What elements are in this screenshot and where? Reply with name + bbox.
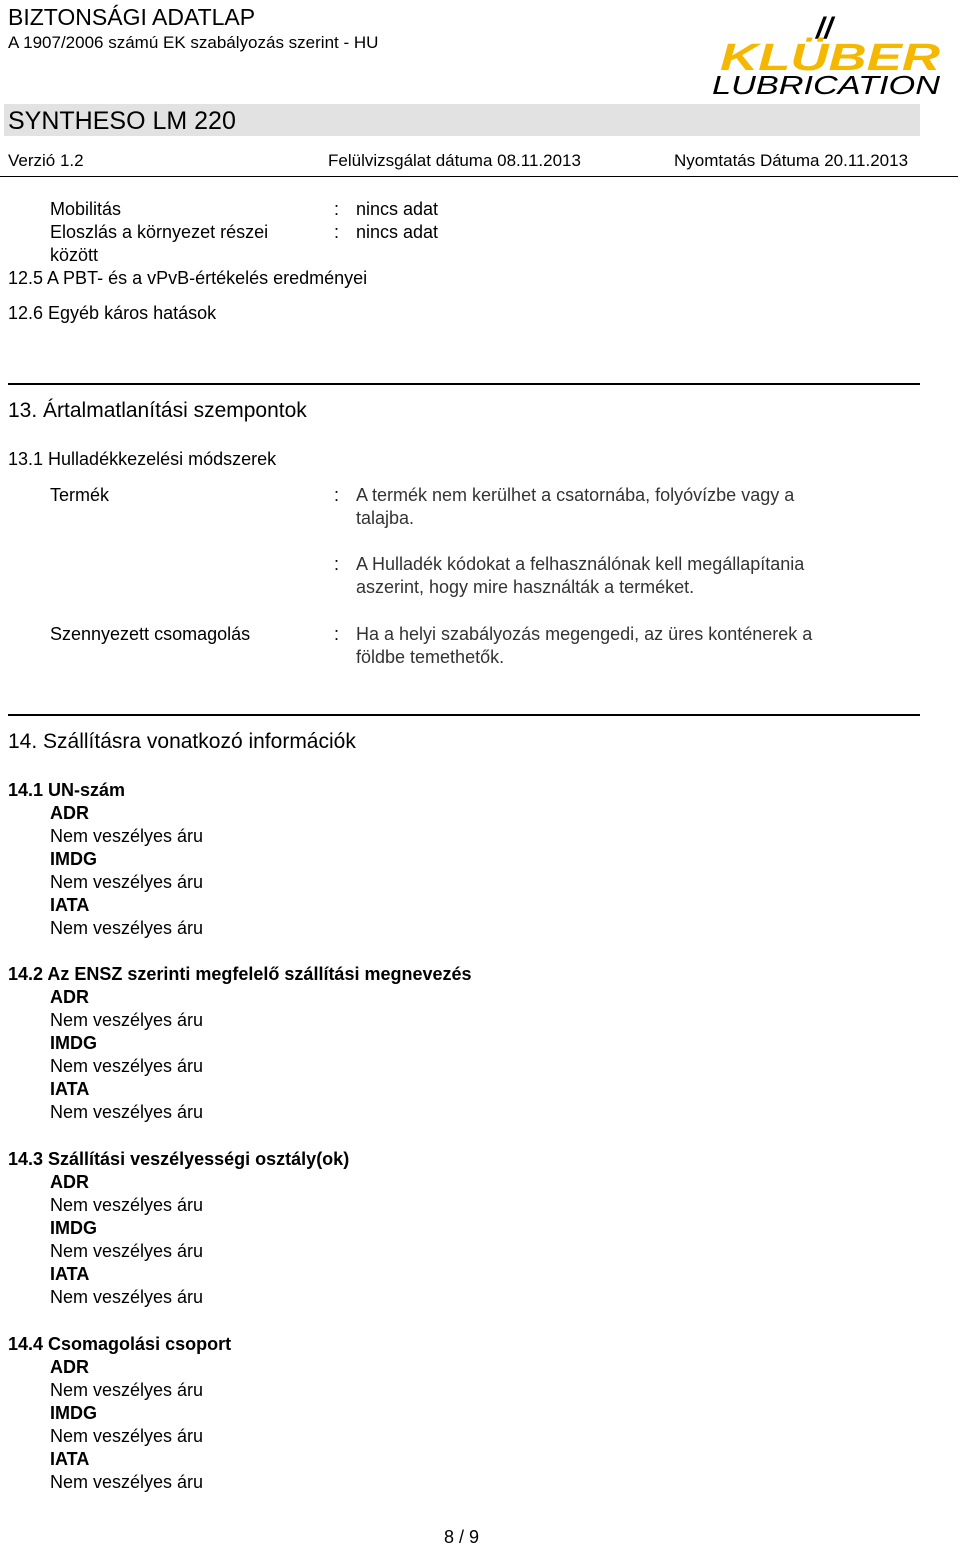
adr-value: Nem veszélyes áru <box>50 1380 204 1400</box>
product-separator: : <box>334 485 340 505</box>
header-divider <box>0 176 958 177</box>
mobility-separator: : <box>334 199 340 219</box>
distribution-label-line1: Eloszlás a környezet részei <box>50 222 269 242</box>
imdg-label: IMDG <box>50 1033 97 1053</box>
iata-label: IATA <box>50 895 90 915</box>
mobility-value: nincs adat <box>356 199 439 219</box>
pbt-heading: 12.5 A PBT- és a vPvB-értékelés eredményei <box>8 268 368 288</box>
product-text-line1: A termék nem kerülhet a csatornába, folyóvízbe vagy a <box>356 485 795 505</box>
waste-code-separator: : <box>334 554 340 574</box>
logo-brand: KLÜBER <box>720 37 879 79</box>
product-label: Termék <box>50 485 110 505</box>
iata-value: Nem veszélyes áru <box>50 1287 204 1307</box>
product-text-line2: talajba. <box>356 508 415 528</box>
logo-sub: LUBRICATION <box>712 70 941 100</box>
iata-value: Nem veszélyes áru <box>50 918 204 938</box>
iata-label: IATA <box>50 1449 90 1469</box>
adr-label: ADR <box>50 987 89 1007</box>
adr-label: ADR <box>50 1172 89 1192</box>
kluber-lubrication-logo <box>708 8 948 100</box>
transport-group-heading: 14.1 UN-szám <box>8 780 126 800</box>
imdg-label: IMDG <box>50 849 97 869</box>
iata-label: IATA <box>50 1264 90 1284</box>
mobility-label: Mobilitás <box>50 199 122 219</box>
distribution-label-line2: között <box>50 245 99 265</box>
imdg-value: Nem veszélyes áru <box>50 1241 204 1261</box>
packaging-text-line1: Ha a helyi szabályozás megengedi, az üres konténerek a <box>356 624 813 644</box>
document-subtitle: A 1907/2006 számú EK szabályozás szerint - HU <box>8 33 379 52</box>
section-13-title: 13. Ártalmatlanítási szempontok <box>8 399 307 422</box>
transport-group-heading: 14.3 Szállítási veszélyességi osztály(ok) <box>8 1149 350 1169</box>
packaging-label: Szennyezett csomagolás <box>50 624 251 644</box>
page-number: 8 / 9 <box>444 1527 480 1547</box>
imdg-value: Nem veszélyes áru <box>50 872 204 892</box>
packaging-text-line2: földbe temethetők. <box>356 647 505 667</box>
imdg-label: IMDG <box>50 1218 97 1238</box>
section-14-divider <box>8 714 920 716</box>
transport-group-heading: 14.4 Csomagolási csoport <box>8 1334 232 1354</box>
adr-label: ADR <box>50 803 89 823</box>
iata-value: Nem veszélyes áru <box>50 1472 204 1492</box>
document-title: BIZTONSÁGI ADATLAP <box>8 4 256 30</box>
adr-value: Nem veszélyes áru <box>50 826 204 846</box>
adr-value: Nem veszélyes áru <box>50 1010 204 1030</box>
transport-group-heading: 14.2 Az ENSZ szerinti megfelelő szállítási megnevezés <box>8 964 472 984</box>
iata-label: IATA <box>50 1079 90 1099</box>
section-13-1-heading: 13.1 Hulladékkezelési módszerek <box>8 449 277 469</box>
packaging-separator: : <box>334 624 340 644</box>
waste-code-text-line1: A Hulladék kódokat a felhasználónak kell megállapítania <box>356 554 805 574</box>
version: Verzió 1.2 <box>8 151 84 170</box>
imdg-label: IMDG <box>50 1403 97 1423</box>
distribution-separator: : <box>334 222 340 242</box>
adr-value: Nem veszélyes áru <box>50 1195 204 1215</box>
imdg-value: Nem veszélyes áru <box>50 1056 204 1076</box>
section-13-divider <box>8 383 920 385</box>
section-14-title: 14. Szállításra vonatkozó információk <box>8 730 356 753</box>
waste-code-text-line2: aszerint, hogy mire használták a terméket. <box>356 577 695 597</box>
print-date: Nyomtatás Dátuma 20.11.2013 <box>674 151 909 170</box>
imdg-value: Nem veszélyes áru <box>50 1426 204 1446</box>
logo-slashes: // <box>816 12 833 45</box>
product-name: SYNTHESO LM 220 <box>8 107 236 135</box>
other-effects-heading: 12.6 Egyéb káros hatások <box>8 303 217 323</box>
revision-date: Felülvizsgálat dátuma 08.11.2013 <box>328 151 581 170</box>
iata-value: Nem veszélyes áru <box>50 1102 204 1122</box>
adr-label: ADR <box>50 1357 89 1377</box>
distribution-value: nincs adat <box>356 222 439 242</box>
